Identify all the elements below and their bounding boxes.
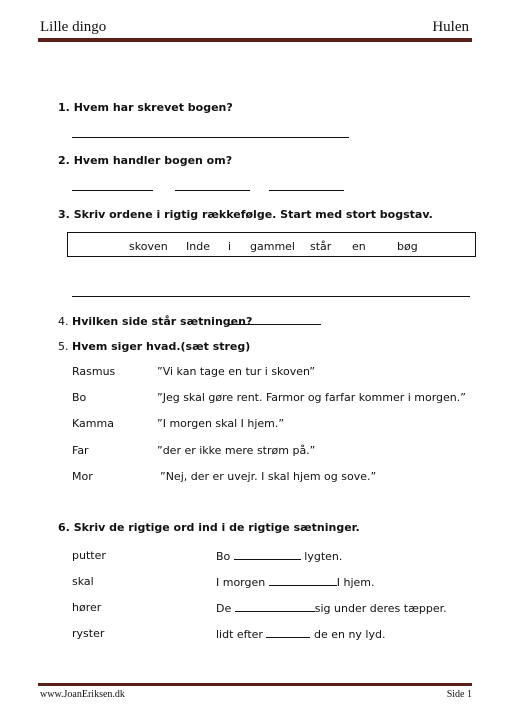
sentence xyxy=(216,601,447,615)
quote[interactable]: ”I morgen skal I hjem.” xyxy=(157,417,285,430)
sentence-start: lidt efter xyxy=(216,628,263,641)
question-text: Hvem har skrevet bogen? xyxy=(73,101,233,114)
question-4 xyxy=(58,315,252,328)
sentence-start: Bo xyxy=(216,550,231,563)
sentence-end: lygten. xyxy=(304,550,343,563)
question-number: 2. xyxy=(58,154,70,167)
fill-in-blank[interactable] xyxy=(235,601,315,612)
speaker-name[interactable]: Bo xyxy=(72,391,87,404)
question-3 xyxy=(58,208,433,221)
word-option: hører xyxy=(72,601,102,614)
word-box-word: bøg xyxy=(397,240,418,253)
page-number: Side 1 xyxy=(446,689,472,700)
speaker-name[interactable]: Mor xyxy=(72,470,93,483)
book-title: Lille dingo xyxy=(40,19,107,35)
quote[interactable]: ”Jeg skal gøre rent. Farmor og farfar kommer i morgen.” xyxy=(157,391,466,404)
question-1 xyxy=(58,101,233,114)
question-text: Hvilken side står sætningen? xyxy=(72,315,253,328)
quote[interactable]: ”Nej, der er uvejr. I skal hjem og sove.” xyxy=(160,470,377,483)
question-text: Hvem siger hvad.(sæt streg) xyxy=(72,340,251,353)
answer-line-q2-c[interactable] xyxy=(269,190,344,191)
sentence-start: I morgen xyxy=(216,576,266,589)
word-box-word: en xyxy=(352,240,366,253)
answer-line-q2-a[interactable] xyxy=(72,190,153,191)
question-text: Hvem handler bogen om? xyxy=(73,154,233,167)
sentence-end: de en ny lyd. xyxy=(313,628,386,641)
word-box-word: står xyxy=(310,240,332,253)
header-divider xyxy=(38,38,472,42)
question-number: 1. xyxy=(58,101,70,114)
quote[interactable]: ”Vi kan tage en tur i skoven” xyxy=(157,365,316,378)
word-option: skal xyxy=(72,575,94,588)
fill-in-blank[interactable] xyxy=(266,627,310,638)
question-5 xyxy=(58,340,250,353)
answer-line-q2-b[interactable] xyxy=(175,190,250,191)
word-box-word: i xyxy=(228,240,232,253)
sentence xyxy=(216,627,385,641)
speaker-name[interactable]: Rasmus xyxy=(72,365,116,378)
speaker-name[interactable]: Kamma xyxy=(72,417,114,430)
word-box-word: gammel xyxy=(250,240,295,253)
website-link[interactable]: www.JoanEriksen.dk xyxy=(40,689,125,700)
sentence xyxy=(216,549,342,563)
speaker-name[interactable]: Far xyxy=(72,444,89,457)
question-6 xyxy=(58,521,360,534)
word-option: putter xyxy=(72,549,106,562)
sentence xyxy=(216,575,375,589)
question-text: Skriv ordene i rigtig rækkefølge. Start med stort bogstav. xyxy=(73,208,433,221)
sentence-end: I hjem. xyxy=(336,576,375,589)
word-box-word: skoven xyxy=(129,240,168,253)
question-number: 3. xyxy=(58,208,70,221)
answer-line-q3[interactable] xyxy=(72,296,470,297)
sentence-start: De xyxy=(216,602,232,615)
quote[interactable]: ”der er ikke mere strøm på.” xyxy=(157,444,316,457)
question-number: 5. xyxy=(58,340,69,353)
answer-line-q4[interactable] xyxy=(228,324,321,325)
question-text: Skriv de rigtige ord ind i de rigtige sætninger. xyxy=(73,521,360,534)
chapter-title: Hulen xyxy=(432,19,469,35)
word-option: ryster xyxy=(72,627,105,640)
fill-in-blank[interactable] xyxy=(269,575,337,586)
fill-in-blank[interactable] xyxy=(234,549,301,560)
question-number: 6. xyxy=(58,521,70,534)
answer-line-q1[interactable] xyxy=(72,137,349,138)
sentence-end: sig under deres tæpper. xyxy=(314,602,447,615)
question-number: 4. xyxy=(58,315,69,328)
question-2 xyxy=(58,154,232,167)
word-box-word: Inde xyxy=(186,240,210,253)
footer-divider xyxy=(38,683,472,686)
